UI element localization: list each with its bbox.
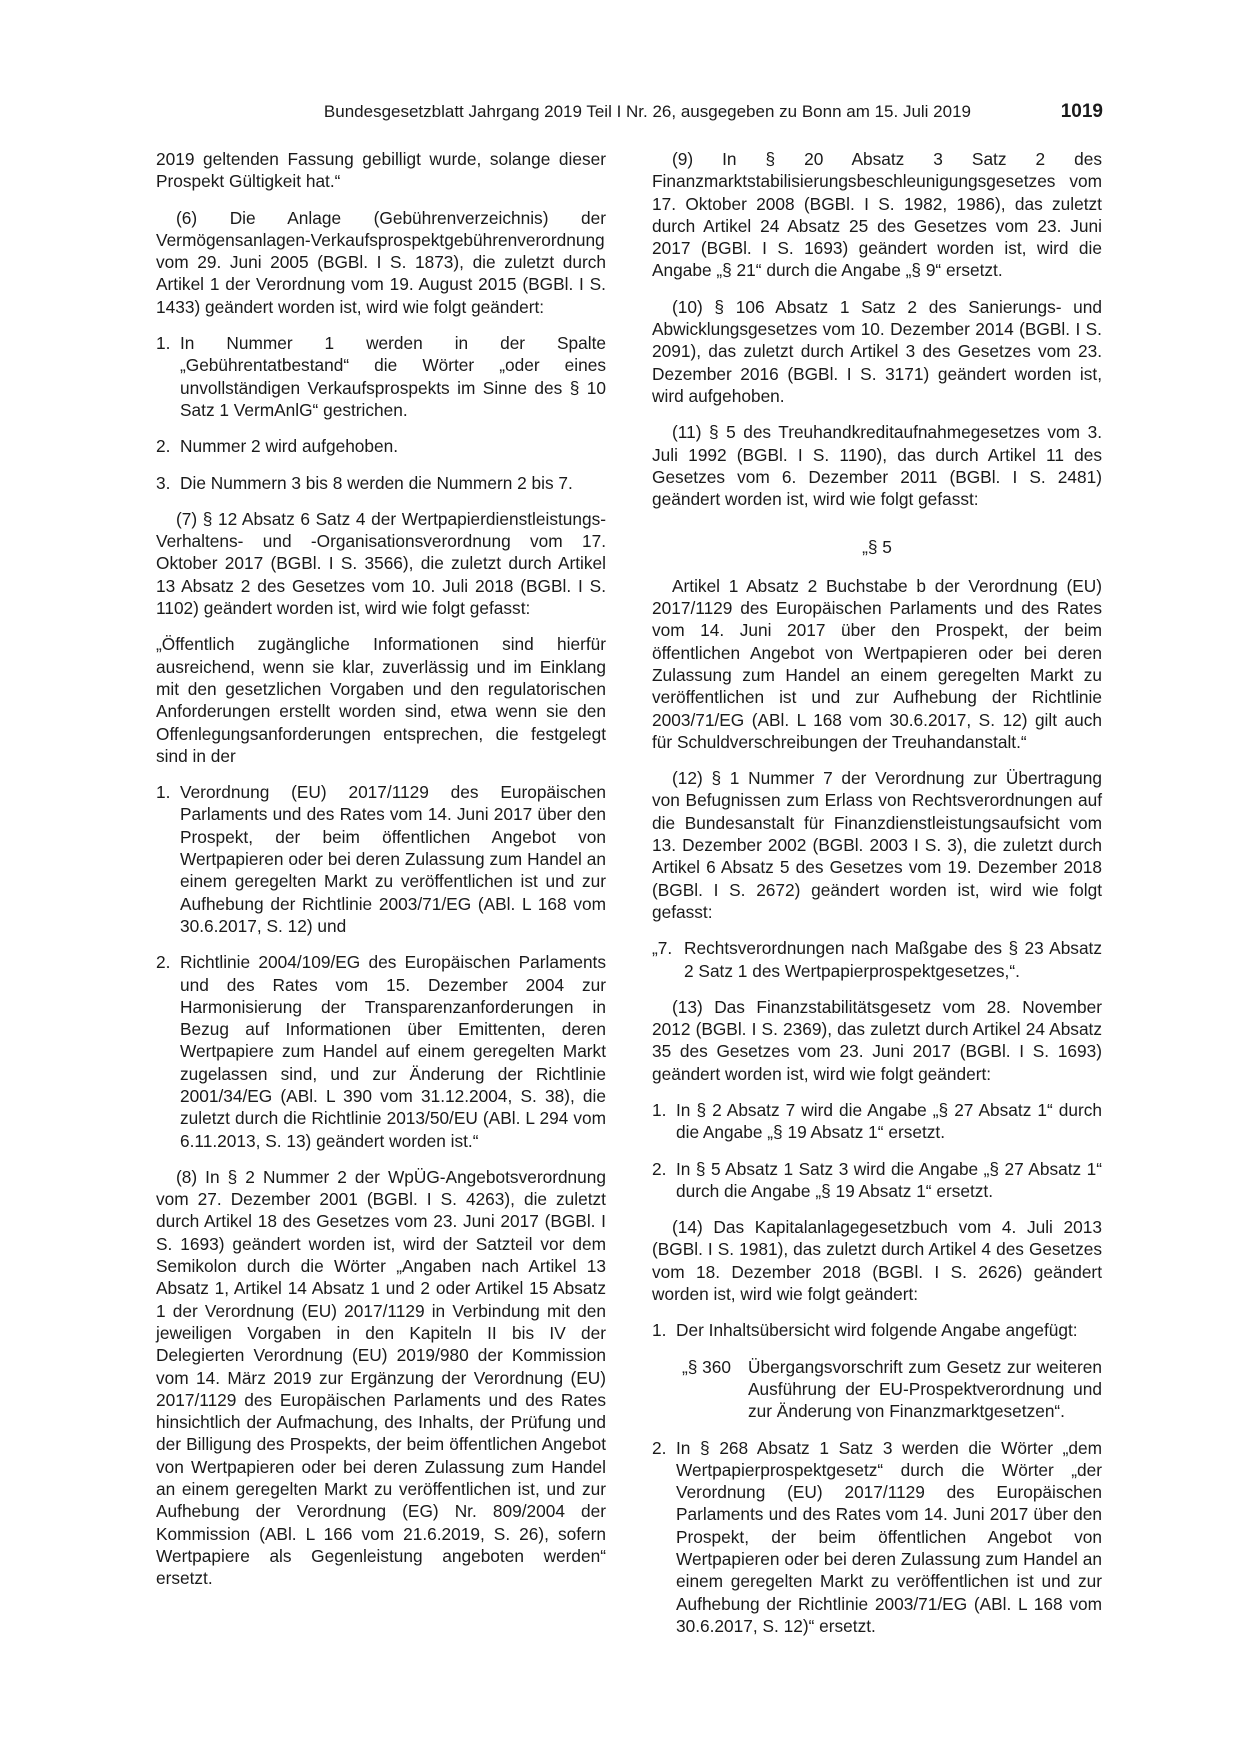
- list-number: 2.: [156, 436, 171, 457]
- list-number: 1.: [156, 782, 171, 803]
- page-number: 1019: [1060, 101, 1103, 122]
- list-text: Verordnung (EU) 2017/1129 des Europäischen Parlaments und des Rates vom 14. Juni 2017 über den Prospekt, der beim öffentlichen Angebot von Wertpapieren oder bei deren Zulassung zum Handel an einem geregelten Markt zu veröffentlichen ist und zur Aufhebung der Richtlinie 2003/71/EG (ABl. L 168 vom 30.6.2017, S. 12) und: [180, 782, 606, 936]
- header-title: Bundesgesetzblatt Jahrgang 2019 Teil I Nr. 26, ausgegeben zu Bonn am 15. Juli 2019: [323, 102, 971, 121]
- paragraph-12: (12) § 1 Nummer 7 der Verordnung zur Übertragung von Befugnissen zum Erlass von Rechtsverordnungen auf die Bundesanstalt für Finanzdienstleistungsaufsicht vom 13. Dezember 2002 (BGBl. 2003 I S. 3), die zuletzt durch Artikel 6 Absatz 5 des Gesetzes vom 19. Dezember 2018 (BGBl. I S. 2672) geändert worden ist, wird wie folgt gefasst:: [652, 768, 1102, 922]
- list-text: In § 2 Absatz 7 wird die Angabe „§ 27 Absatz 1“ durch die Angabe „§ 19 Absatz 1“ ersetzt.: [676, 1099, 1102, 1143]
- list-number: 3.: [156, 472, 171, 493]
- list-number: 1.: [652, 1099, 667, 1120]
- list-12: [652, 937, 1102, 982]
- section-heading: „§ 5: [862, 537, 892, 558]
- list-number: 1.: [652, 1320, 667, 1341]
- list-number: „7.: [652, 938, 673, 959]
- toc-entry-quote: [682, 1356, 1102, 1423]
- list-text: Die Nummern 3 bis 8 werden die Nummern 2 bis 7.: [180, 472, 573, 493]
- paragraph-11-quote: Artikel 1 Absatz 2 Buchstabe b der Verordnung (EU) 2017/1129 des Europäischen Parlaments und des Rates vom 14. Juni 2017 über den Prospekt, der beim öffentlichen Angebot von Wertpapieren oder bei deren Zulassung zum Handel an einem geregelten Markt zu veröffentlichen ist und zur Aufhebung der Richtlinie 2003/71/EG (ABl. L 168 vom 30.6.2017, S. 12) gilt auch für Schuldverschreibungen der Treuhandanstalt.“: [652, 575, 1102, 752]
- list-number: 2.: [652, 1158, 667, 1179]
- list-item: [156, 472, 606, 494]
- paragraph-10: (10) § 106 Absatz 1 Satz 2 des Sanierungs- und Abwicklungsgesetzes vom 10. Dezember 2014 (BGBl. I S. 2091), das zuletzt durch Artikel 3 des Gesetzes vom 23. Dezember 2016 (BGBl. I S. 3171) geändert worden ist, wird aufgehoben.: [652, 296, 1102, 406]
- toc-entry-text: Übergangsvorschrift zum Gesetz zur weiteren Ausführung der EU-Prospektverordnung und zur Änderung von Finanzmarktgesetzen“.: [748, 1356, 1102, 1422]
- list-7: [156, 781, 606, 1152]
- section-number: „§ 360: [682, 1356, 732, 1377]
- list-text: Nummer 2 wird aufgehoben.: [180, 436, 399, 457]
- list-text: Der Inhaltsübersicht wird folgende Angabe angefügt:: [676, 1320, 1078, 1341]
- paragraph-8: (8) In § 2 Nummer 2 der WpÜG-Angebotsverordnung vom 27. Dezember 2001 (BGBl. I S. 4263), die zuletzt durch Artikel 18 des Gesetzes vom 23. Juni 2017 (BGBl. I S. 1693) geändert worden ist, wird der Satzteil vor dem Semikolon durch die Wörter „Angaben nach Artikel 13 Absatz 1, Artikel 14 Absatz 1 und 2 oder Artikel 15 Absatz 1 der Verordnung (EU) 2017/1129 in Verbindung mit den jeweiligen Vorgaben in den Kapiteln II bis IV der Delegierten Verordnung (EU) 2019/980 der Kommission vom 14. März 2019 zur Ergänzung der Verordnung (EU) 2017/1129 des Europäischen Parlaments und des Rates hinsichtlich der Aufmachung, des Inhalts, der Prüfung und der Billigung des Prospekts, der beim öffentlichen Angebot von Wertpapieren oder bei deren Zulassung zum Handel an einem geregelten Markt zu veröffentlichen ist, und zur Aufhebung der Verordnung (EG) Nr. 809/2004 der Kommission (ABl. L 166 vom 21.6.2019, S. 26), sofern Wertpapiere als Gegenleistung angeboten werden“ ersetzt.: [156, 1166, 606, 1589]
- paragraph-6: (6) Die Anlage (Gebührenverzeichnis) der Vermögensanlagen-Verkaufsprospektgebührenverordnung vom 29. Juni 2005 (BGBl. I S. 1873), die zuletzt durch Artikel 1 der Verordnung vom 19. August 2015 (BGBl. I S. 1433) geändert worden ist, wird wie folgt geändert:: [156, 207, 606, 317]
- list-item: [652, 1099, 1102, 1144]
- paragraph-7-quote: „Öffentlich zugängliche Informationen sind hierfür ausreichend, wenn sie klar, zuverlässig und im Einklang mit den gesetzlichen Vorgaben und den regulatorischen Anforderungen erstellt worden sind, etwa wenn sie den Offenlegungsanforderungen entsprechen, die festgelegt sind in der: [156, 634, 606, 766]
- paragraph-13: (13) Das Finanzstabilitätsgesetz vom 28. November 2012 (BGBl. I S. 2369), das zuletzt durch Artikel 24 Absatz 35 des Gesetzes vom 23. Juni 2017 (BGBl. I S. 1693) geändert worden ist, wird wie folgt geändert:: [652, 996, 1102, 1084]
- list-14: [652, 1319, 1102, 1341]
- list-14-cont: [652, 1437, 1102, 1638]
- paragraph-7: (7) § 12 Absatz 6 Satz 4 der Wertpapierdienstleistungs-Verhaltens- und -Organisationsverordnung vom 17. Oktober 2017 (BGBl. I S. 3566), die zuletzt durch Artikel 13 Absatz 2 des Gesetzes vom 10. Juli 2018 (BGBl. I S. 1102) geändert worden ist, wird wie folgt gefasst:: [156, 508, 606, 619]
- list-text: Rechtsverordnungen nach Maßgabe des § 23 Absatz 2 Satz 1 des Wertpapierprospektgesetzes,“.: [684, 938, 1102, 981]
- list-6: [156, 332, 606, 494]
- right-column: [652, 148, 1102, 1651]
- list-item: [652, 1319, 1102, 1341]
- list-text: Richtlinie 2004/109/EG des Europäischen Parlaments und des Rates vom 15. Dezember 2004 zur Harmonisierung der Transparenzanforderungen in Bezug auf Informationen über Emittenten, deren Wertpapiere zum Handel auf einem geregelten Markt zugelassen sind, und zur Änderung der Richtlinie 2001/34/EG (ABl. L 390 vom 31.12.2004, S. 38), die zuletzt durch die Richtlinie 2013/50/EU (ABl. L 294 vom 6.11.2013, S. 13) geändert worden ist.“: [180, 952, 606, 1151]
- paragraph-continuation: 2019 geltenden Fassung gebilligt wurde, solange dieser Prospekt Gültigkeit hat.“: [156, 149, 606, 192]
- list-item: [156, 332, 606, 421]
- list-number: 1.: [156, 333, 171, 354]
- list-item: [156, 435, 606, 457]
- list-text: In Nummer 1 werden in der Spalte „Gebührentatbestand“ die Wörter „oder eines unvollständigen Verkaufsprospekts im Sinne des § 10 Satz 1 VermAnlG“ gestrichen.: [180, 333, 606, 420]
- list-text: In § 5 Absatz 1 Satz 3 wird die Angabe „§ 27 Absatz 1“ durch die Angabe „§ 19 Absatz 1“ ersetzt.: [676, 1158, 1102, 1201]
- list-number: 2.: [156, 952, 171, 973]
- left-column: [156, 148, 606, 1604]
- list-item: [652, 1158, 1102, 1203]
- list-item: [652, 1437, 1102, 1638]
- list-text: In § 268 Absatz 1 Satz 3 werden die Wörter „dem Wertpapierprospektgesetz“ durch die Wörter „der Verordnung (EU) 2017/1129 des Europäischen Parlaments und des Rates vom 14. Juni 2017 über den Prospekt, der beim öffentlichen Angebot von Wertpapieren oder bei deren Zulassung zum Handel an einem geregelten Markt zu veröffentlichen ist und zur Aufhebung der Richtlinie 2003/71/EG (ABl. L 168 vom 30.6.2017, S. 12)“ ersetzt.: [676, 1437, 1102, 1636]
- list-item: [652, 937, 1102, 982]
- list-13: [652, 1099, 1102, 1202]
- list-item: [156, 951, 606, 1152]
- list-item: [156, 781, 606, 937]
- paragraph-11: (11) § 5 des Treuhandkreditaufnahmegesetzes vom 3. Juli 1992 (BGBl. I S. 1190), das durch Artikel 11 des Gesetzes vom 6. Dezember 2011 (BGBl. I S. 2481) geändert worden ist, wird wie folgt gefasst:: [652, 422, 1102, 510]
- list-number: 2.: [652, 1437, 667, 1458]
- paragraph-9: (9) In § 20 Absatz 3 Satz 2 des Finanzmarktstabilisierungsbeschleunigungsgesetzes vom 17. Oktober 2008 (BGBl. I S. 1982, 1986), das zuletzt durch Artikel 24 Absatz 25 des Gesetzes vom 23. Juni 2017 (BGBl. I S. 1693) geändert worden ist, wird die Angabe „§ 21“ durch die Angabe „§ 9“ ersetzt.: [652, 149, 1102, 281]
- paragraph-14: (14) Das Kapitalanlagegesetzbuch vom 4. Juli 2013 (BGBl. I S. 1981), das zuletzt durch Artikel 4 des Gesetzes vom 18. Dezember 2018 (BGBl. I S. 2626) geändert worden ist, wird wie folgt geändert:: [652, 1217, 1102, 1305]
